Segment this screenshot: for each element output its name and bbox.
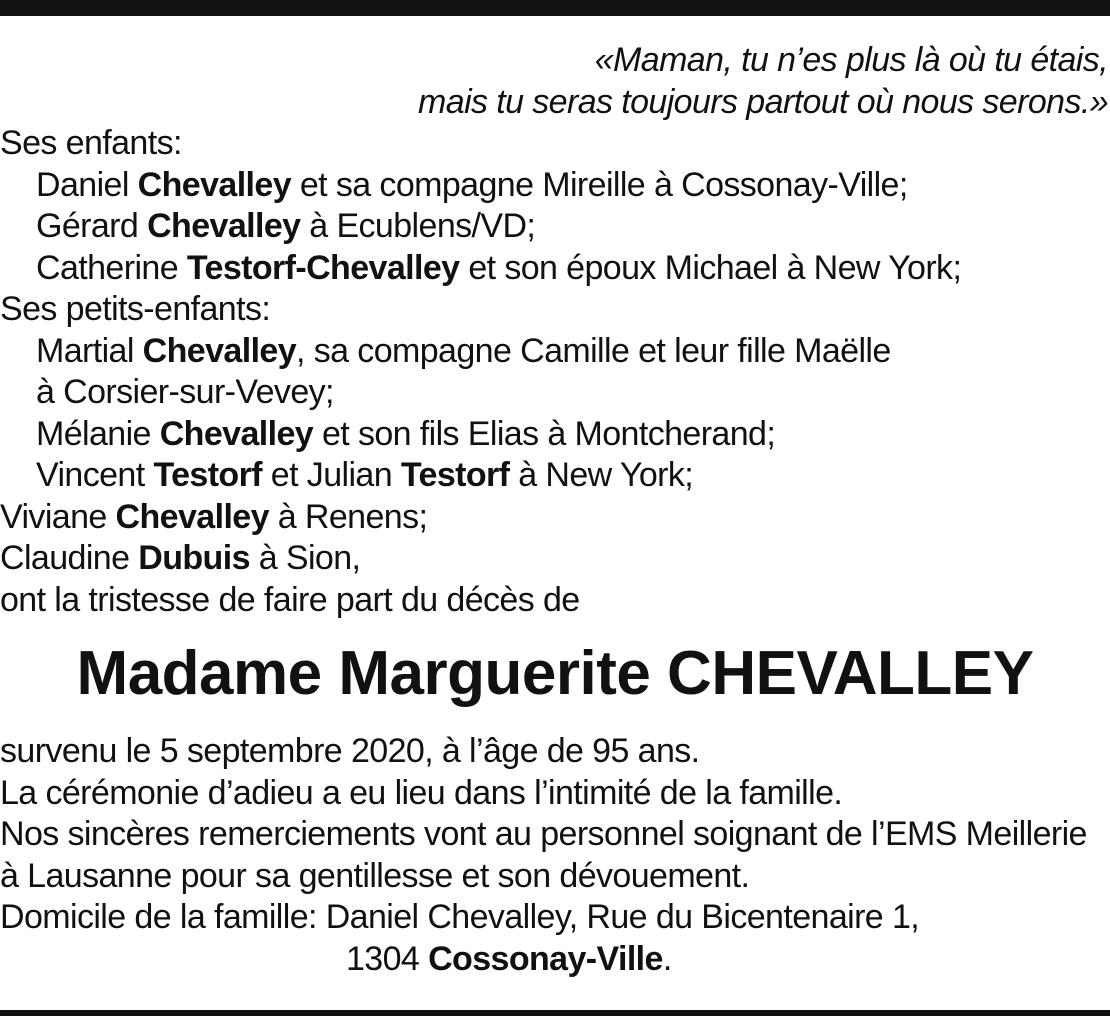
family-member-line: Claudine Dubuis à Sion, bbox=[0, 539, 361, 577]
family-member-line: Viviane Chevalley à Renens; bbox=[0, 497, 428, 536]
family-member-line: Gérard Chevalley à Ecublens/VD; bbox=[36, 207, 536, 245]
detail-line: à Lausanne pour sa gentillesse et son dévouement. bbox=[0, 856, 750, 895]
grandchildren-heading: Ses petits-enfants: bbox=[0, 290, 271, 328]
surname: Chevalley bbox=[147, 207, 301, 245]
family-member-line: Martial Chevalley, sa compagne Camille et leur fille Maëlle bbox=[36, 331, 891, 370]
surname: Chevalley bbox=[137, 165, 292, 204]
surname: Testorf-Chevalley bbox=[186, 248, 460, 287]
family-member-line: Catherine Testorf-Chevalley et son époux Michael à New York; bbox=[36, 248, 962, 287]
children-heading: Ses enfants: bbox=[0, 124, 182, 162]
detail-line: Domicile de la famille: Daniel Chevalley, Rue du Bicentenaire 1, bbox=[0, 898, 920, 936]
surname: Chevalley bbox=[159, 414, 314, 453]
quote-line-1: «Maman, tu n’es plus là où tu étais, bbox=[594, 41, 1108, 79]
surname: Testorf bbox=[153, 456, 262, 494]
epigraph-quote bbox=[0, 40, 1110, 123]
family-member-line: Mélanie Chevalley et son fils Elias à Montcherand; bbox=[36, 414, 776, 453]
surname: Dubuis bbox=[138, 539, 250, 577]
address-line: 1304 Cossonay-Ville. bbox=[346, 939, 672, 978]
deceased-name: Madame Marguerite CHEVALLEY bbox=[76, 639, 1034, 708]
announcement-line: ont la tristesse de faire part du décès de bbox=[0, 580, 580, 619]
family-member-line: Daniel Chevalley et sa compagne Mireille à Cossonay-Ville; bbox=[36, 165, 908, 204]
family-member-line: Vincent Testorf et Julian Testorf à New York; bbox=[36, 456, 694, 494]
quote-line-2: mais tu seras toujours partout où nous serons.» bbox=[418, 82, 1108, 121]
detail-line: Nos sincères remerciements vont au personnel soignant de l’EMS Meillerie bbox=[0, 815, 1087, 853]
surname: Chevalley bbox=[142, 331, 297, 370]
death-notice bbox=[0, 40, 1110, 980]
surname: Testorf bbox=[400, 456, 510, 494]
detail-line: survenu le 5 septembre 2020, à l’âge de 95 ans. bbox=[0, 732, 700, 770]
bottom-rule bbox=[0, 1010, 1110, 1016]
surname: Chevalley bbox=[115, 497, 269, 536]
city: Cossonay-Ville bbox=[428, 939, 663, 978]
detail-line: La cérémonie d’adieu a eu lieu dans l’intimité de la famille. bbox=[0, 773, 843, 812]
top-rule bbox=[0, 0, 1110, 16]
family-member-line-continued: à Corsier-sur-Vevey; bbox=[36, 373, 334, 411]
